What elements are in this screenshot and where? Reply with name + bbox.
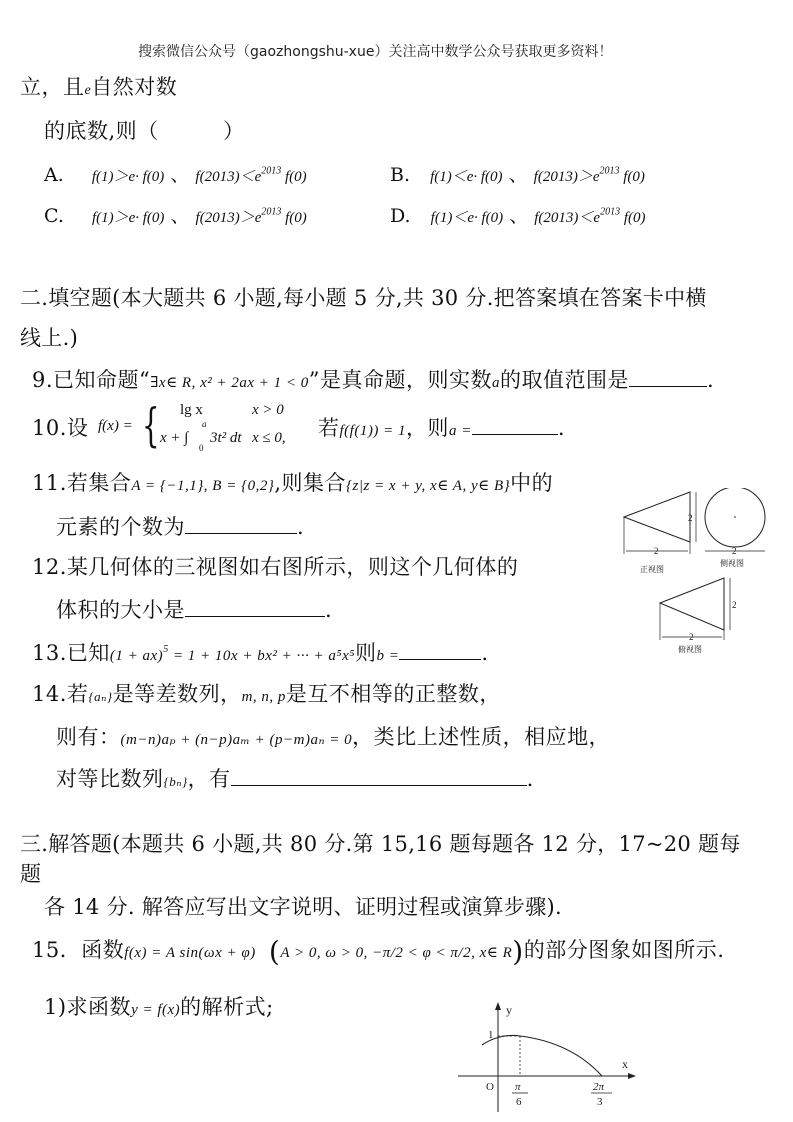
option-d[interactable]: D. f(1)＜e· f(0) 、 $f(2013)<e^{2013}$ f(0)	[390, 205, 646, 227]
origin-label: O	[486, 1081, 494, 1093]
q14-line3: 对等比数列{bₙ}，有 .	[56, 767, 534, 791]
q9-answer-blank[interactable]	[629, 368, 707, 387]
top-view-label: 俯视图	[678, 645, 702, 654]
q12-line1: 12.某几何体的三视图如右图所示，则这个几何体的	[32, 555, 519, 579]
q10-case1: lg x	[180, 402, 203, 418]
q8-line1: 立，且e自然对数	[20, 75, 178, 99]
q15-stem: 15．函数f(x) = A sin(ωx + φ) (A > 0, ω > 0, −π/2 < φ < π/2, x∈ R)的部分图象如图所示.	[32, 935, 725, 968]
sine-curve	[482, 1035, 602, 1076]
q13-answer-blank[interactable]	[399, 641, 481, 660]
q14-answer-blank[interactable]	[231, 767, 527, 786]
top-height-label: 2	[732, 600, 737, 610]
x-axis-arrow	[628, 1073, 636, 1079]
tick-pi6-den: 6	[516, 1096, 522, 1108]
q10-pre: 10.设	[32, 416, 89, 440]
top-view-triangle	[660, 578, 724, 630]
q13: 13.已知(1 + ax)$^5$ = 1 + 10x + bx² + ··· + a⁵x⁵则b = .	[32, 641, 489, 665]
q15-function-graph	[452, 1000, 652, 1118]
q11-line1: 11.若集合A = {−1,1}, B = {0,2},则集合{z|z = x + y, x∈ A, y∈ B}中的	[32, 471, 554, 495]
q14-line1: 14.若{aₙ}是等差数列，m, n, p是互不相等的正整数，	[32, 682, 501, 706]
section3-line2: 题	[20, 862, 42, 886]
y-axis-label: y	[506, 1003, 512, 1017]
front-width-label: 2	[654, 546, 659, 556]
q10-upper-limit: a	[202, 419, 207, 429]
tick-2pi3-num: 2π	[593, 1081, 605, 1093]
option-a[interactable]: A. f(1)＞e· f(0) 、 $f(2013)<e^{2013}$ f(0)	[44, 164, 307, 186]
q8-line2: 的底数,则（ ）	[44, 119, 245, 143]
q10-case2: x + ∫	[160, 430, 189, 446]
three-views-figure	[620, 488, 780, 656]
q10-fx: f(x) =	[98, 418, 133, 434]
tick-pi6-num: π	[515, 1081, 521, 1093]
q10-answer-blank[interactable]	[472, 416, 558, 435]
q10-rest: 若f(f(1)) = 1，则a = .	[318, 416, 565, 440]
section3-line1: 三.解答题(本题共 6 小题,共 80 分.第 15,16 题每题各 12 分，17~20 题每	[20, 832, 741, 856]
q15-right-paren: )	[512, 935, 524, 968]
q14-line2: 则有：(m−n)aₚ + (n−p)aₘ + (p−m)aₙ = 0，类比上述性质，相应地，	[56, 725, 611, 749]
side-view-center	[734, 516, 736, 518]
section2-title-line2: 线上.)	[20, 326, 79, 350]
front-view-label: 正视图	[640, 565, 664, 574]
q10-cond1: x > 0	[252, 402, 284, 418]
q11-answer-blank[interactable]	[185, 515, 297, 534]
side-view-label: 侧视图	[720, 559, 744, 568]
q10-cond2: x ≤ 0,	[252, 430, 286, 446]
q12-answer-blank[interactable]	[185, 598, 325, 617]
q11-line2: 元素的个数为 .	[56, 515, 305, 539]
side-width-label: 2	[732, 546, 737, 556]
q15-left-paren: (	[268, 935, 281, 968]
q10-brace: {	[142, 398, 160, 452]
y-tick-one: 1	[488, 1029, 494, 1041]
section3-line3: 各 14 分. 解答应写出文字说明、证明过程或演算步骤).	[44, 895, 562, 919]
y-axis-arrow	[495, 1002, 501, 1010]
top-width-label: 2	[689, 632, 694, 642]
q10-case2b: 3t² dt	[210, 430, 242, 446]
front-height-label: 2	[688, 513, 693, 523]
q9: 9.已知命题“∃x∈ R, x² + 2ax + 1 < 0”是真命题，则实数a的取值范围是 .	[32, 368, 715, 392]
section2-title-line1: 二.填空题(本大题共 6 小题,每小题 5 分,共 30 分.把答案填在答案卡中横	[20, 286, 707, 310]
option-c[interactable]: C. f(1)＞e· f(0) 、 $f(2013)>e^{2013}$ f(0)	[44, 205, 307, 227]
header-text: 搜索微信公众号（gaozhongshu-xue）关注高中数学公众号获取更多资料！	[138, 44, 613, 60]
q10-lower-limit: 0	[199, 443, 204, 453]
option-b[interactable]: B. f(1)＜e· f(0) 、 $f(2013)>e^{2013}$ f(0)	[390, 164, 645, 186]
q15-sub1: 1)求函数y = f(x)的解析式;	[44, 995, 274, 1019]
front-view-triangle	[624, 492, 690, 542]
q15-condition: A > 0, ω > 0, −π/2 < φ < π/2, x∈ R	[280, 945, 513, 961]
tick-2pi3-den: 3	[597, 1096, 603, 1108]
x-axis-label: x	[622, 1057, 628, 1071]
q12-line2: 体积的大小是 .	[56, 598, 333, 622]
